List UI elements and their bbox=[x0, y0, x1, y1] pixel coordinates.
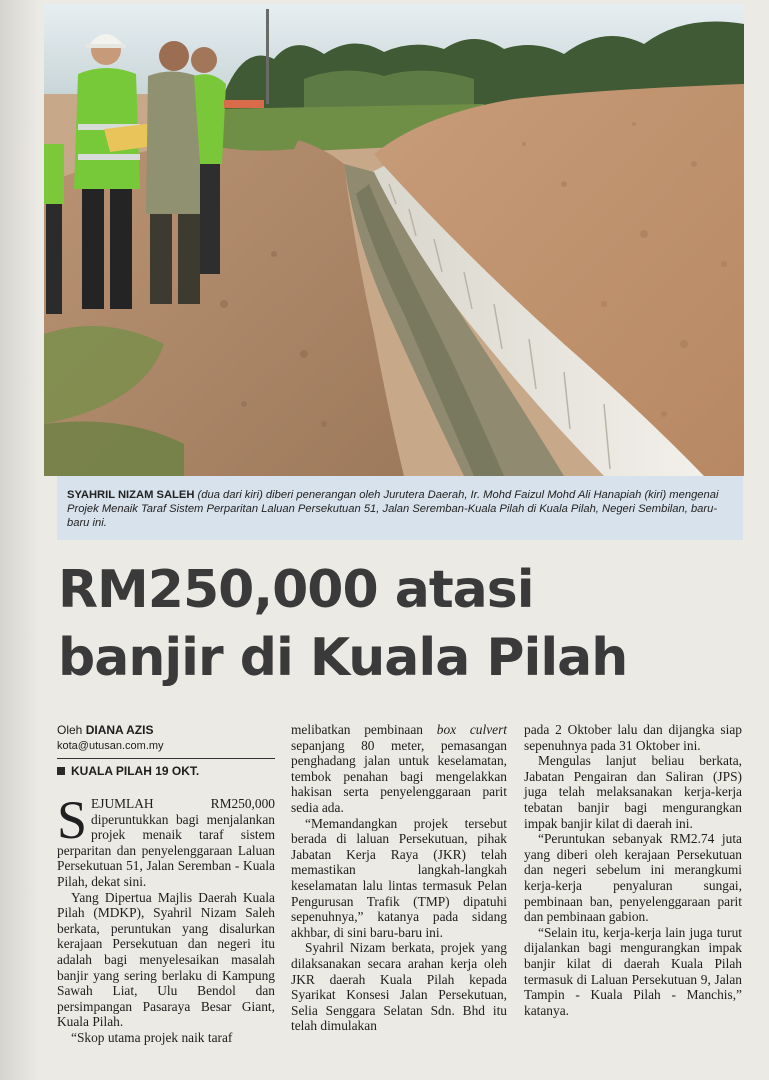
article-paragraph: “Memandangkan projek tersebut berada di laluan Persekutuan, pihak Jabatan Kerja Raya (JKR) telah memastikan langkah-langkah keselamatan lalu lintas termasuk Pelan Pengurusan Trafik (TMP) dipatuhi sepenuhnya,” katanya pada sidang akhbar, di sini baru-baru ini. bbox=[291, 815, 507, 940]
byline-author: DIANA AZIS bbox=[85, 723, 154, 737]
byline bbox=[57, 722, 277, 754]
paragraph-text: melibatkan pembinaan bbox=[291, 722, 437, 737]
news-photo bbox=[44, 4, 744, 476]
page-edge-shadow bbox=[0, 0, 40, 1080]
paragraph-text: sepanjang 80 meter, pemasangan penghadang jalan untuk keselamatan, tembok penahan bagi mengelakkan hakisan serta penyelenggaraan parit sedia ada. bbox=[291, 737, 507, 815]
article-paragraph: Syahril Nizam berkata, projek yang dilaksanakan secara arahan kerja oleh JKR daerah Kuala Pilah kepada Syarikat Konsesi Jalan Persekutuan, Selia Senggara Selatan Sdn. Bhd itu telah dimulakan bbox=[291, 940, 507, 1034]
article-column-1 bbox=[57, 790, 275, 1046]
headline bbox=[58, 556, 758, 692]
article-column-3 bbox=[524, 722, 742, 1018]
headline-line-1: RM250,000 atasi bbox=[58, 560, 534, 620]
drop-cap: S bbox=[57, 790, 88, 850]
byline-prefix: Oleh bbox=[57, 723, 86, 737]
article-paragraph: “Skop utama projek naik taraf bbox=[71, 1029, 233, 1045]
italic-term: box culvert bbox=[436, 722, 508, 737]
headline-line-2: banjir di Kuala Pilah bbox=[58, 628, 628, 688]
article-paragraph: pada 2 Oktober lalu dan dijangka siap sepenuhnya pada 31 Oktober ini. bbox=[524, 722, 742, 753]
caption-name: SYAHRIL NIZAM SALEH bbox=[67, 489, 195, 501]
caption-text: (dua dari kiri) diberi penerangan oleh Jurutera Daerah, Ir. Mohd Faizul Mohd Ali Hanapiah (kiri) mengenai Projek Menaik Taraf Sistem Perparitan Laluan Persekutuan 51, Jalan Seremban-Kuala Pilah di Kuala Pilah, Negeri Sembilan, baru-baru ini. bbox=[67, 489, 719, 529]
article-paragraph: Mengulas lanjut beliau berkata, Jabatan Pengairan dan Saliran (JPS) juga telah melaksanakan kerja-kerja tebatan banjir bagi mengurangkan impak banjir kilat di daerah ini. bbox=[524, 753, 742, 831]
dateline bbox=[57, 764, 277, 778]
dateline-text: KUALA PILAH 19 OKT. bbox=[71, 764, 200, 778]
article-paragraph: “Selain itu, kerja-kerja lain juga turut dijalankan bagi mengurangkan impak banjir kilat di daerah Kuala Pilah termasuk di Laluan Persekutuan 9, Jalan Tampin - Kuala Pilah - Manchis,” katanya. bbox=[524, 924, 742, 1018]
construction-site-photo bbox=[44, 4, 744, 476]
square-bullet-icon bbox=[57, 767, 65, 775]
article-paragraph bbox=[57, 790, 275, 890]
article-paragraph bbox=[291, 722, 507, 816]
dateline-divider bbox=[57, 758, 275, 759]
article-paragraph: “Peruntukan sebanyak RM2.74 juta yang diberi oleh kerajaan Persekutuan dan negeri sebelum ini merangkumi kerja-kerja penyaluran sungai, pembinaan ban, penyelenggaraan parit dan pembinaan gabion. bbox=[524, 831, 742, 925]
article-column-2 bbox=[291, 722, 507, 1034]
byline-email: kota@utusan.com.my bbox=[57, 740, 164, 752]
paragraph-text: EJUMLAH RM250,000 diperuntukkan bagi menjalankan projek menaik taraf sistem perparitan dan penyelenggaraan Laluan Persekutuan 51, Jalan Seremban - Kuala Pilah, dekat sini. bbox=[57, 796, 275, 889]
photo-caption bbox=[57, 476, 743, 540]
article-paragraph: Yang Dipertua Majlis Daerah Kuala Pilah (MDKP), Syahril Nizam Saleh berkata, peruntukan yang disalurkan kerajaan Persekutuan dan negeri itu adalah bagi menyelesaikan masalah banjir yang sering berlaku di Kampung Sawah Liat, Ulu Bendol dan persimpangan Pasaraya Besar Giant, Kuala Pilah. bbox=[57, 889, 275, 1030]
